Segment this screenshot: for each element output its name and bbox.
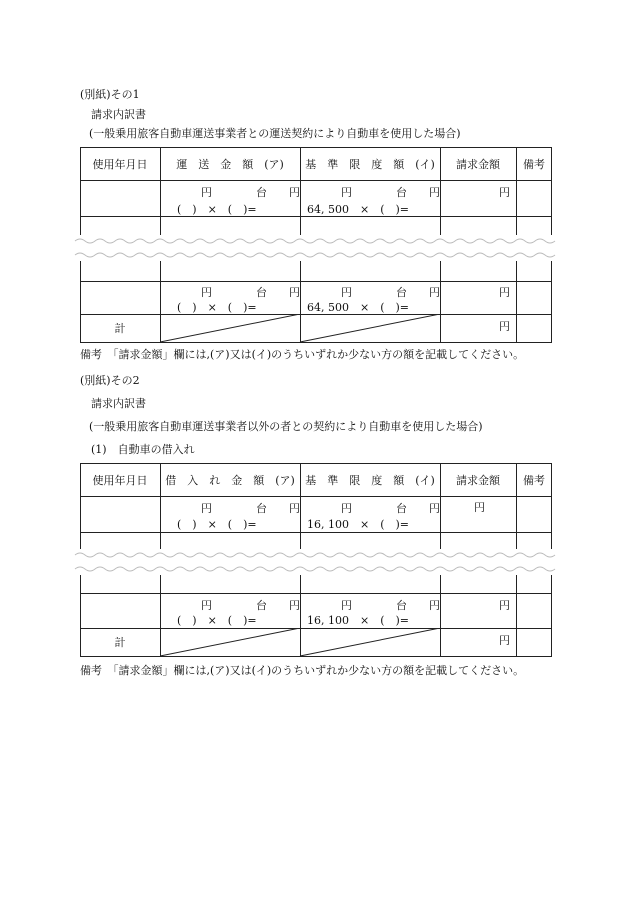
row1-yen: 円 [474, 501, 485, 514]
appendix-label-1: (別紙)その1 [80, 88, 140, 101]
header-claim-amount: 請求金額 [456, 157, 500, 171]
row1-b-units: 円 台 円 [341, 186, 440, 199]
form-title-2: 請求内訳書 [91, 397, 146, 410]
table-break-wave-1 [75, 235, 557, 261]
row1-a-formula: ( ) × ( )= [177, 518, 257, 531]
rowN-a-formula: ( ) × ( )= [177, 614, 257, 627]
total-yen: 円 [499, 320, 510, 333]
header-remarks: 備考 [523, 473, 545, 487]
table-break-wave-2 [75, 549, 557, 575]
row1-b-units: 円 台 円 [341, 502, 440, 515]
form-subtitle-2: (一般乗用旅客自動車運送事業者以外の者との契約により自動車を使用した場合) [89, 420, 483, 433]
rowN-b-units: 円 台 円 [341, 286, 440, 299]
total-label: 計 [114, 322, 126, 335]
header-standard-limit: 基 準 限 度 額 (イ) [305, 157, 435, 171]
rowN-b-units: 円 台 円 [341, 599, 440, 612]
rowN-yen: 円 [499, 599, 510, 612]
header-rental-amount: 借 入 れ 金 額 (ア) [165, 473, 295, 487]
header-claim-amount: 請求金額 [456, 473, 500, 487]
rowN-b-formula: 16, 100 × ( )= [307, 614, 410, 627]
header-remarks: 備考 [523, 157, 545, 171]
rowN-a-units: 円 台 円 [201, 286, 300, 299]
row1-yen: 円 [499, 186, 510, 199]
rowN-a-formula: ( ) × ( )= [177, 301, 257, 314]
row1-a-formula: ( ) × ( )= [177, 203, 257, 216]
header-date: 使用年月日 [92, 157, 148, 171]
total-label: 計 [114, 636, 126, 649]
form-title-1: 請求内訳書 [91, 108, 146, 121]
header-date: 使用年月日 [92, 473, 148, 487]
rowN-b-formula: 64, 500 × ( )= [307, 301, 410, 314]
total-diagonal-lines [160, 314, 441, 343]
total-yen: 円 [499, 634, 510, 647]
section-label: (1) 自動車の借入れ [91, 443, 195, 456]
note-2: 備考 「請求金額」欄には,(ア)又は(イ)のうちいずれか少ない方の額を記載してください。 [80, 664, 525, 677]
header-standard-limit: 基 準 限 度 額 (イ) [305, 473, 435, 487]
total-diagonal-lines [160, 628, 441, 657]
row1-b-formula: 16, 100 × ( )= [307, 518, 410, 531]
form-subtitle-1: (一般乗用旅客自動車運送事業者との運送契約により自動車を使用した場合) [89, 127, 461, 140]
appendix-label-2: (別紙)その2 [80, 374, 140, 387]
row1-a-units: 円 台 円 [201, 186, 300, 199]
row1-a-units: 円 台 円 [201, 502, 300, 515]
rowN-yen: 円 [499, 286, 510, 299]
row1-b-formula: 64, 500 × ( )= [307, 203, 410, 216]
rowN-a-units: 円 台 円 [201, 599, 300, 612]
note-1: 備考 「請求金額」欄には,(ア)又は(イ)のうちいずれか少ない方の額を記載してください。 [80, 348, 525, 361]
header-transport-amount: 運 送 金 額 (ア) [176, 157, 284, 171]
